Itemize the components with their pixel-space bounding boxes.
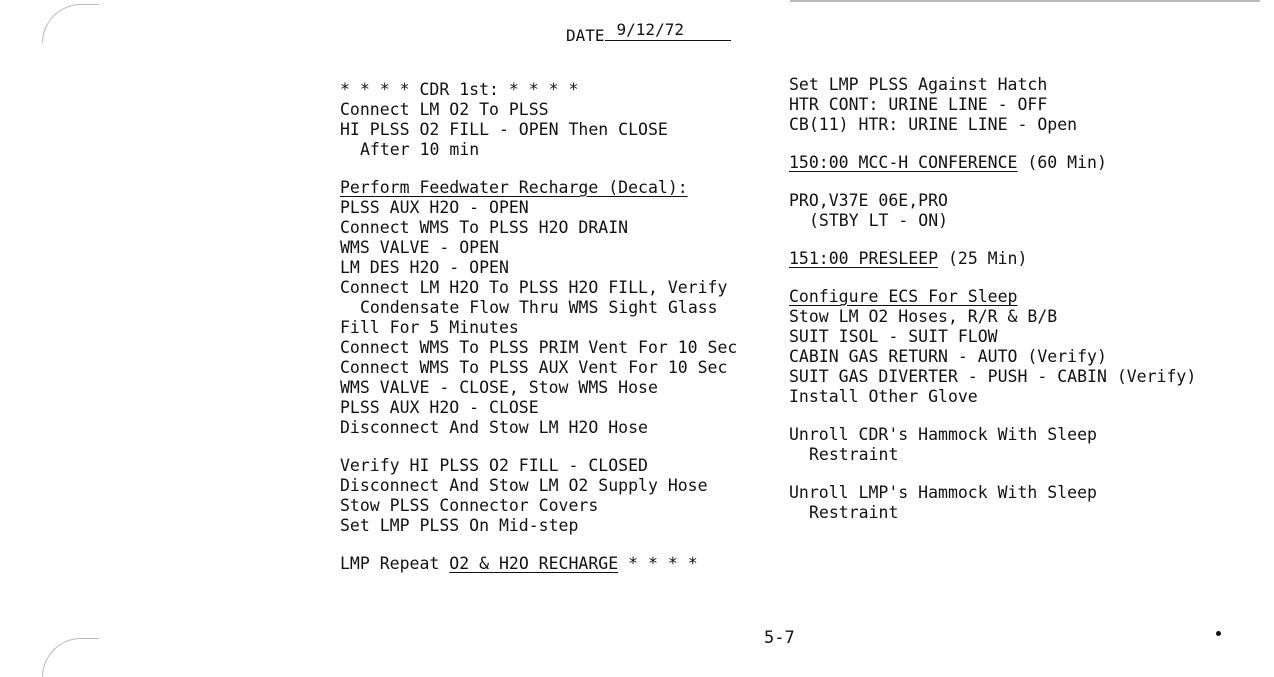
procedure-step: SUIT ISOL - SUIT FLOW: [789, 327, 998, 346]
lmp-repeat-line: [340, 554, 737, 574]
procedure-step-continued: (STBY LT - ON): [809, 211, 949, 230]
procedure-step-continued: Restraint: [809, 503, 899, 522]
procedure-step: Install Other Glove: [789, 387, 978, 406]
procedure-step: CB(11) HTR: URINE LINE - Open: [789, 115, 1078, 134]
procedure-step: Connect WMS To PLSS H2O DRAIN: [340, 218, 629, 237]
date-value: 9/12/72: [605, 20, 731, 41]
procedure-step: Stow LM O2 Hoses, R/R & B/B: [789, 307, 1058, 326]
procedure-step: Set LMP PLSS On Mid-step: [340, 516, 579, 535]
lmp-repeat-prefix: LMP Repeat: [340, 554, 450, 573]
recharge-reference: O2 & H2O RECHARGE: [449, 554, 619, 573]
procedure-step: Fill For 5 Minutes: [340, 318, 519, 337]
procedure-step: WMS VALVE - CLOSE, Stow WMS Hose: [340, 378, 658, 397]
presleep-line: [789, 249, 1196, 269]
left-column: [340, 80, 737, 574]
procedure-step: Disconnect And Stow LM O2 Supply Hose: [340, 476, 708, 495]
procedure-step: Connect LM H2O To PLSS H2O FILL, Verify: [340, 278, 728, 297]
presleep-duration: (25 Min): [938, 249, 1028, 268]
page-number: 5-7: [764, 628, 795, 648]
procedure-step: Connect WMS To PLSS PRIM Vent For 10 Sec: [340, 338, 738, 357]
procedure-step: PLSS AUX H2O - OPEN: [340, 198, 529, 217]
conference-duration: (60 Min): [1017, 153, 1107, 172]
procedure-step-continued: Condensate Flow Thru WMS Sight Glass: [360, 298, 718, 317]
top-edge-line: [790, 0, 1260, 2]
procedure-step: LM DES H2O - OPEN: [340, 258, 509, 277]
lmp-repeat-suffix: * * * *: [618, 554, 698, 573]
procedure-step: WMS VALVE - OPEN: [340, 238, 499, 257]
procedure-step: Disconnect And Stow LM H2O Hose: [340, 418, 648, 437]
procedure-step: PRO,V37E 06E,PRO: [789, 191, 948, 210]
procedure-step: Unroll LMP's Hammock With Sleep: [789, 483, 1097, 502]
procedure-step: CABIN GAS RETURN - AUTO (Verify): [789, 347, 1107, 366]
ecs-sleep-heading: Configure ECS For Sleep: [789, 287, 1018, 306]
procedure-step: PLSS AUX H2O - CLOSE: [340, 398, 539, 417]
cdr-first-heading: * * * * CDR 1st: * * * *: [340, 80, 579, 99]
procedure-step: Set LMP PLSS Against Hatch: [789, 75, 1048, 94]
procedure-step: Stow PLSS Connector Covers: [340, 496, 599, 515]
procedure-step: Unroll CDR's Hammock With Sleep: [789, 425, 1097, 444]
procedure-step: Verify HI PLSS O2 FILL - CLOSED: [340, 456, 648, 475]
feedwater-recharge-heading: Perform Feedwater Recharge (Decal):: [340, 178, 688, 197]
date-label: DATE: [566, 26, 605, 45]
date-field: [566, 20, 731, 45]
procedure-step-continued: After 10 min: [360, 140, 480, 159]
procedure-step: HI PLSS O2 FILL - OPEN Then CLOSE: [340, 120, 668, 139]
procedure-step: SUIT GAS DIVERTER - PUSH - CABIN (Verify): [789, 367, 1197, 386]
binder-hole-top: [42, 4, 99, 43]
procedure-step: HTR CONT: URINE LINE - OFF: [789, 95, 1048, 114]
procedure-step-continued: Restraint: [809, 445, 899, 464]
procedure-step: Connect WMS To PLSS AUX Vent For 10 Sec: [340, 358, 728, 377]
margin-dot: [1216, 631, 1221, 636]
procedure-step: Connect LM O2 To PLSS: [340, 100, 549, 119]
right-column: [789, 75, 1196, 523]
conference-heading: 150:00 MCC-H CONFERENCE: [789, 153, 1018, 172]
presleep-heading: 151:00 PRESLEEP: [789, 249, 939, 268]
conference-line: [789, 153, 1196, 173]
binder-hole-bottom: [42, 638, 99, 677]
